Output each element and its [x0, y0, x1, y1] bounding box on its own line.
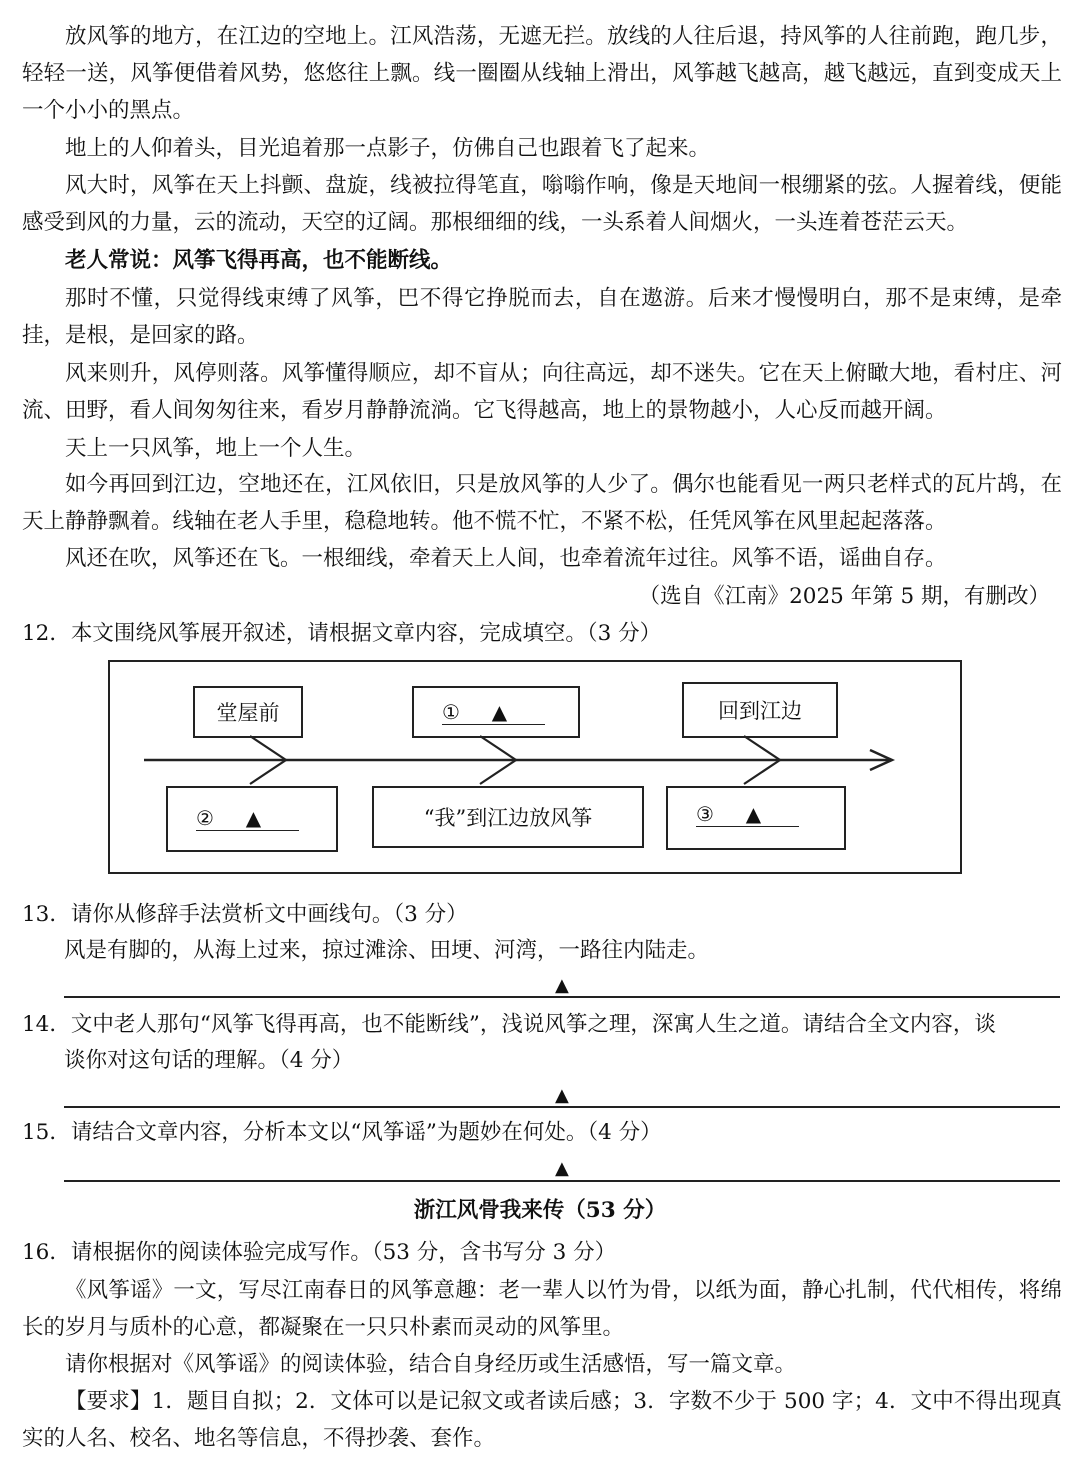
passage-paragraph-6: 风来则升，风停则落。风筝懂得顺应，却不盲从；向往高远，却不迷失。它在天上俯瞰大地，看村庄、河流、田野，看人间匆匆往来，看岁月静静流淌。它飞得越高，地上的景物越小，人心反而越开阔。	[22, 361, 1062, 423]
section-title: 浙江风骨我来传（53 分）	[413, 1198, 667, 1223]
diagram-box-label: “我”到江边放风筝	[423, 806, 593, 830]
passage-paragraph-5: 那时不懂，只觉得线束缚了风筝，巴不得它挣脱而去，自在遨游。后来才慢慢明白，那不是束缚，是牵挂，是根，是回家的路。	[22, 286, 1062, 348]
passage-source: （选自《江南》2025 年第 5 期，有删改）	[638, 584, 1050, 609]
diagram-box-blank-3	[666, 786, 846, 850]
passage-paragraph-9: 风还在吹，风筝还在飞。一根细线，牵着天上人间，也牵着流年过往。风筝不语，谣曲自存。	[65, 546, 947, 571]
diagram-box-return-riverside	[682, 682, 838, 738]
passage-paragraph-3: 风大时，风筝在天上抖颤、盘旋，线被拉得笔直，嗡嗡作响，像是天地间一根绷紧的弦。人握着线，便能感受到风的力量，云的流动，天空的辽阔。那根细细的线，一头系着人间烟火，一头连着苍茫云天。	[22, 173, 1062, 235]
diagram-box-blank-2	[166, 786, 338, 852]
question-16-paragraph-1: 《风筝谣》一文，写尽江南春日的风筝意趣：老一辈人以竹为骨，以纸为面，静心扎制，代代相传，将绵长的岁月与质朴的心意，都凝聚在一只只朴素而灵动的风筝里。	[22, 1278, 1062, 1340]
question-14-continued: 谈你对这句话的理解。（4 分）	[64, 1048, 354, 1073]
passage-paragraph-2: 地上的人仰着头，目光追着那一点影子，仿佛自己也跟着飞了起来。	[65, 136, 711, 161]
diagram-box-front-hall	[193, 686, 303, 738]
question-15: 15．请结合文章内容，分析本文以“风筝谣”为题妙在何处。（4 分）	[22, 1120, 662, 1145]
question-13-sentence: 风是有脚的，从海上过来，掠过滩涂、田埂、河湾，一路往内陆走。	[64, 938, 710, 963]
passage-paragraph-7: 天上一只风筝，地上一个人生。	[65, 436, 367, 461]
answer-mark-13: ▲	[555, 975, 569, 996]
question-16-requirements: 【要求】1．题目自拟；2．文体可以是记叙文或者读后感；3．字数不少于 500 字；4．文中不得出现真实的人名、校名、地名等信息，不得抄袭、套作。	[22, 1389, 1062, 1451]
diagram-box-label: 回到江边	[718, 699, 802, 723]
diagram-box-kite-flying	[372, 786, 644, 848]
answer-mark-14: ▲	[555, 1085, 569, 1106]
question-14: 14．文中老人那句“风筝飞得再高，也不能断线”，浅说风筝之理，深寓人生之道。请结合全文内容，谈	[22, 1012, 996, 1037]
diagram-box-blank-1	[412, 686, 580, 738]
blank-1[interactable]: ① ▲	[442, 700, 545, 725]
blank-2[interactable]: ② ▲	[196, 806, 299, 831]
answer-line-13[interactable]	[64, 996, 1060, 998]
answer-mark-15: ▲	[555, 1158, 569, 1179]
passage-paragraph-4: 老人常说：风筝飞得再高，也不能断线。	[65, 248, 453, 273]
question-13: 13．请你从修辞手法赏析文中画线句。（3 分）	[22, 902, 468, 927]
fishbone-diagram	[108, 660, 962, 874]
question-16: 16．请根据你的阅读体验完成写作。（53 分，含书写分 3 分）	[22, 1240, 617, 1265]
question-12: 12．本文围绕风筝展开叙述，请根据文章内容，完成填空。（3 分）	[22, 621, 662, 646]
answer-line-14[interactable]	[64, 1106, 1060, 1108]
answer-line-15[interactable]	[64, 1180, 1060, 1182]
passage-paragraph-8: 如今再回到江边，空地还在，江风依旧，只是放风筝的人少了。偶尔也能看见一两只老样式的瓦片鸪，在天上静静飘着。线轴在老人手里，稳稳地转。他不慌不忙，不紧不松，任凭风筝在风里起起落落。	[22, 472, 1062, 534]
diagram-box-label: 堂屋前	[216, 701, 280, 725]
blank-3[interactable]: ③ ▲	[696, 802, 799, 827]
passage-paragraph-1: 放风筝的地方，在江边的空地上。江风浩荡，无遮无拦。放线的人往后退，持风筝的人往前跑，跑几步，轻轻一送，风筝便借着风势，悠悠往上飘。线一圈圈从线轴上滑出，风筝越飞越高，越飞越远，直到变成天上一个小小的黑点。	[22, 24, 1062, 123]
question-16-paragraph-2: 请你根据对《风筝谣》的阅读体验，结合自身经历或生活感悟，写一篇文章。	[65, 1352, 797, 1377]
